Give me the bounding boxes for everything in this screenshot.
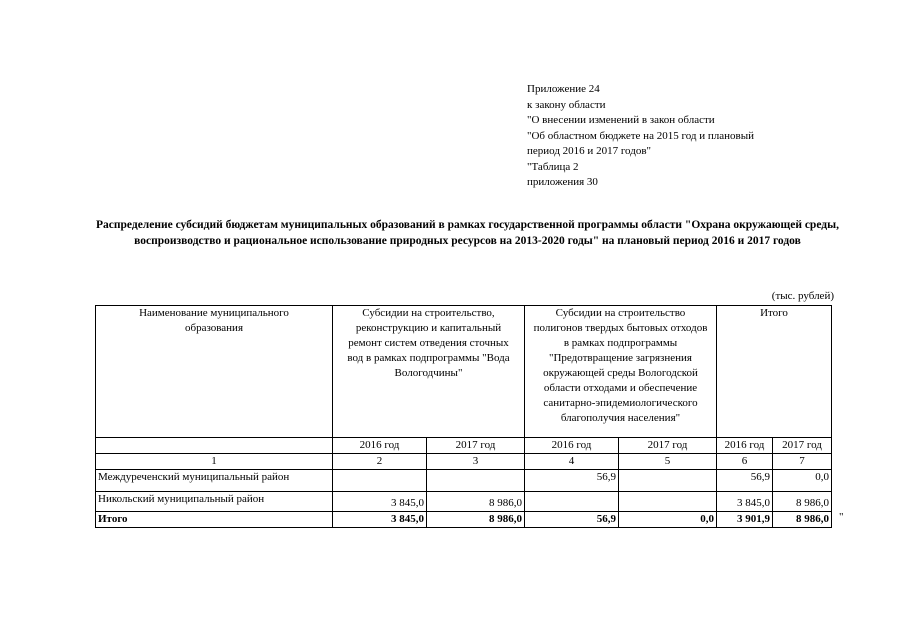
header-group-water: Субсидии на строительство, реконструкцию и капитальный ремонт систем отведения сточных вод в рамках подпрограммы "Вода Вологодчины"	[333, 306, 525, 438]
cell-value	[619, 492, 717, 512]
column-number: 5	[619, 454, 717, 470]
total-value: 56,9	[525, 512, 619, 528]
appendix-block	[527, 82, 754, 191]
row-name: Междуреченский муниципальный район	[96, 470, 333, 492]
appendix-line: приложения 30	[527, 176, 598, 188]
total-value: 3 845,0	[333, 512, 427, 528]
total-value: 8 986,0	[427, 512, 525, 528]
cell-value: 8 986,0	[427, 492, 525, 512]
total-value: 8 986,0	[773, 512, 832, 528]
total-label: Итого	[96, 512, 333, 528]
document-title: Распределение субсидий бюджетам муниципальных образований в рамках государственной программы области "Охрана окружающей среды, воспроизводство и рациональное использование природных ресурсов на 2013-2020 годы" на плановый период 2016 и 2017 годов	[96, 219, 839, 247]
header-group-waste: Субсидии на строительство полигонов твердых бытовых отходов в рамках подпрограммы "Предотвращение загрязнения окружающей среды Вологодской области отходами и обеспечение санитарно-эпидемиологического благополучия населения"	[525, 306, 717, 438]
column-number: 6	[717, 454, 773, 470]
total-row	[96, 512, 832, 528]
cell-value: 56,9	[525, 470, 619, 492]
year-header: 2016 год	[333, 438, 427, 454]
cell-value	[525, 492, 619, 512]
year-header: 2017 год	[427, 438, 525, 454]
cell-value	[427, 470, 525, 492]
cell-value: 3 845,0	[333, 492, 427, 512]
header-name: Наименование муниципального образования	[96, 306, 333, 438]
column-number: 7	[773, 454, 832, 470]
cell-value	[333, 470, 427, 492]
header-row	[96, 306, 832, 438]
table-row	[96, 492, 832, 512]
years-row	[96, 438, 832, 454]
year-header: 2016 год	[525, 438, 619, 454]
years-row-spacer	[96, 438, 333, 454]
appendix-line: "Об областном бюджете на 2015 год и плановый	[527, 129, 754, 142]
total-value: 3 901,9	[717, 512, 773, 528]
appendix-line: "О внесении изменений в закон области	[527, 114, 715, 126]
row-name: Никольский муниципальный район	[96, 492, 333, 512]
appendix-line: Приложение 24	[527, 83, 600, 95]
column-number: 2	[333, 454, 427, 470]
column-number: 1	[96, 454, 333, 470]
year-header: 2017 год	[619, 438, 717, 454]
header-group-total: Итого	[717, 306, 832, 438]
cell-value: 8 986,0	[773, 492, 832, 512]
appendix-line: период 2016 и 2017 годов"	[527, 145, 652, 157]
cell-value: 0,0	[773, 470, 832, 492]
total-value: 0,0	[619, 512, 717, 528]
units-label: (тыс. рублей)	[771, 290, 834, 302]
closing-quote: "	[839, 511, 844, 523]
appendix-line: к закону области	[527, 98, 606, 111]
column-number: 4	[525, 454, 619, 470]
cell-value: 56,9	[717, 470, 773, 492]
cell-value: 3 845,0	[717, 492, 773, 512]
column-number: 3	[427, 454, 525, 470]
table-row	[96, 470, 832, 492]
column-number-row	[96, 454, 832, 470]
year-header: 2016 год	[717, 438, 773, 454]
appendix-line: "Таблица 2	[527, 160, 579, 173]
subsidies-table	[95, 305, 832, 528]
year-header: 2017 год	[773, 438, 832, 454]
cell-value	[619, 470, 717, 492]
